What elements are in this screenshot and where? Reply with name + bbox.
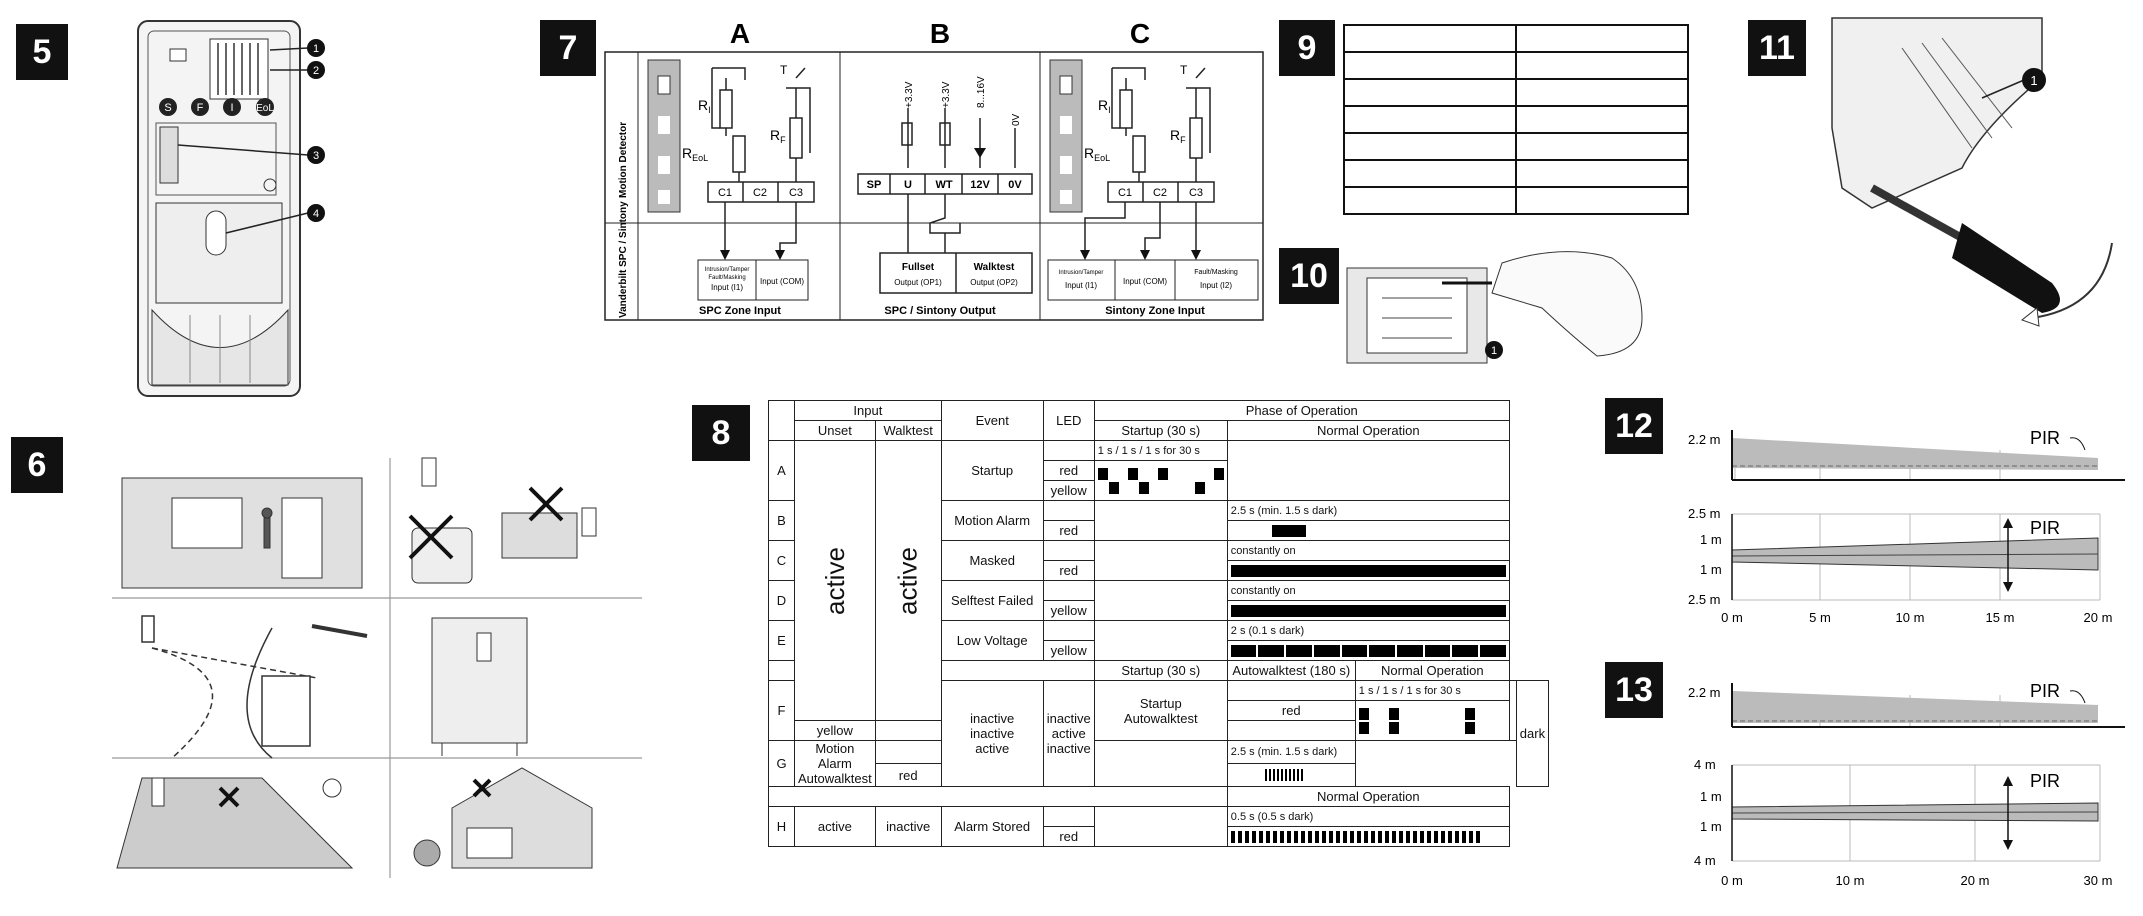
row-c-id: C [769,541,795,581]
blink-segment [1308,831,1312,843]
detector-body [1832,18,2042,208]
table-row [769,441,1549,461]
row-f-unset-1: inactive [970,711,1015,726]
blink-segment [1469,831,1473,843]
hdr-input: Input [795,401,942,421]
col-b-out2-line1: Walktest [973,262,1015,273]
col-b-term-u: U [904,179,912,191]
blink-segment [1392,831,1396,843]
blink-segment [1462,831,1466,843]
side-top-label: 2.5 m [1688,506,1721,521]
table-row [769,787,1549,807]
row-f-pattern: 1 s / 1 s / 1 s for 30 s [1355,681,1509,701]
col-a-term-c2: C2 [752,187,768,199]
detection-scene [142,616,367,758]
table-row [1344,106,1688,133]
row-a-pattern: 1 s / 1 s / 1 s for 30 s [1094,441,1227,461]
top-height-label: 2.2 m [1688,432,1721,447]
table-row [769,421,1549,441]
col-c-term-c1: C1 [1117,187,1133,199]
row-f-walk-3: inactive [1046,741,1091,756]
col-b-volt-1: +3.3V [904,81,915,108]
row-b-led: red [1043,521,1094,541]
callout-1-text: 1 [2030,73,2038,88]
top-height-label: 2.2 m [1688,685,1721,700]
hdr-walktest: Walktest [875,421,941,441]
hdr-led: LED [1043,401,1094,441]
callout-4-text: 4 [312,208,320,220]
col-c-term-c2: C2 [1152,187,1168,199]
row-b-desc: 2.5 s (min. 1.5 s dark) [1227,501,1509,521]
blink-segment [1350,831,1354,843]
blink-segment [1455,831,1459,843]
col-c-footer: Sintony Zone Input [1105,305,1205,317]
callout-2-text: 2 [312,65,320,77]
row-g-led: red [875,764,941,787]
callout-1-text: 1 [1490,345,1498,357]
row-f-event-2: Autowalktest [1123,710,1198,726]
row-e-desc: 2 s (0.1 s dark) [1227,621,1509,641]
figure-12-label: 12 [1605,398,1663,454]
col-b-out1-line2: Output (OP1) [894,278,942,287]
blink-segment [1322,831,1326,843]
row-motion-label: Motion Detector [618,121,629,198]
figure-10-label: 10 [1279,248,1339,304]
col-b-header: B [929,18,951,49]
row-f-blink-yellow [1359,721,1506,735]
wall-scene [432,618,527,756]
x-tick-0: 0 m [1721,873,1743,888]
figure-7-label: 7 [540,20,596,76]
table-row [1344,160,1688,187]
row-a-blink-red [1098,467,1224,481]
row-c-event: Masked [941,541,1043,581]
col-c-t: T [1180,63,1188,77]
side-bottom-label: 4 m [1694,853,1716,868]
row-f-event-1: Startup [1139,695,1182,711]
col-a-circuit [648,60,814,317]
col-b-term-sp: SP [866,179,882,191]
col-b-out1-line1: Fullset [901,262,935,273]
row-e-id: E [769,621,795,661]
row-h-id: H [769,807,795,847]
x-tick-1: 5 m [1809,610,1831,625]
row-e-bar [1231,644,1506,658]
blink-segment [1406,831,1410,843]
row-a-id: A [769,441,795,501]
row-d-bar [1231,605,1506,617]
col-a-footer: SPC Zone Input [699,305,781,317]
terminal-eol-label: EoL [256,103,274,114]
callout-1-text: 1 [312,43,320,55]
col-c-in3-line2: Input (I2) [1199,281,1233,290]
row-a-led2: yellow [1043,481,1094,501]
col-a-reol: $R_{EoL}$ [682,145,709,163]
row-c-led: red [1043,561,1094,581]
blink-segment [1371,831,1375,843]
side-pir-label: PIR [2030,771,2061,791]
row-panel-label: Vanderbilt SPC / Sintony [618,201,629,318]
top-pir-label: PIR [2030,681,2061,701]
terminal-i-label: I [230,102,234,114]
blink-segment [1427,831,1431,843]
blink-segment [1301,831,1305,843]
col-a-r1: $R_I$ [698,97,711,115]
hdr-normal: Normal Operation [1227,421,1509,441]
terminal-f-label: F [196,102,204,114]
figure-6-installation-grid [112,458,642,878]
row-c-desc: constantly on [1227,541,1509,561]
side-up-label: 1 m [1700,532,1722,547]
col-a-in2: Input (COM) [759,277,805,286]
figure-5-detector-diagram [130,15,350,405]
blink-segment [1266,831,1270,843]
x-tick-1: 10 m [1835,873,1865,888]
col-b-footer: SPC / Sintony Output [884,305,996,317]
x-tick-3: 15 m [1985,610,2015,625]
unset-active: active [795,441,876,721]
col-a-in1-line1: Intrusion/Tamper [704,267,750,273]
hdr2-normal: Normal Operation [1355,661,1509,681]
hdr2-autowalk: Autowalktest (180 s) [1227,661,1355,681]
blink-segment [1238,831,1242,843]
row-h-led: red [1043,827,1094,847]
blink-segment [1434,831,1438,843]
figure-8-label: 8 [692,405,750,461]
figure-8-led-table [768,400,1549,847]
row-f-led1: red [1227,701,1355,721]
col-a-in1-line2: Fault/Masking [708,275,746,281]
table-row [769,741,1549,764]
row-c-bar [1231,565,1506,577]
terminal-s-label: S [164,102,172,114]
blink-segment [1280,831,1284,843]
figure-13-coverage-diagram [1660,665,2130,910]
col-b-circuit [858,76,1032,317]
col-c-in1-line2: Input (I1) [1064,281,1098,290]
hdr-unset: Unset [795,421,876,441]
row-f-led2: yellow [795,721,876,741]
row-b-event: Motion Alarm [941,501,1043,541]
side-down-label: 1 m [1700,819,1722,834]
row-f-id: F [769,681,795,741]
blink-segment [1364,831,1368,843]
callout-3-text: 3 [312,150,320,162]
row-e-led: yellow [1043,641,1094,661]
table-row [1344,133,1688,160]
row-f-walk-1: inactive [1046,711,1091,726]
hdr-phase: Phase of Operation [1094,401,1509,421]
side-up-label: 1 m [1700,789,1722,804]
col-a-header: A [729,18,751,49]
row-f-unset-2: inactive [970,726,1015,741]
row-e-event: Low Voltage [941,621,1043,661]
col-c-circuit [1048,60,1258,317]
figure-5-label: 5 [16,24,68,80]
walktest-active: active [875,441,941,721]
blink-segment [1441,831,1445,843]
room-scene [122,478,362,588]
row-a-event: Startup [941,441,1043,501]
blink-segment [1448,831,1452,843]
col-b-term-0v: 0V [1008,179,1022,191]
col-c-in3-line1: Fault/Masking [1194,269,1238,276]
table-row [1344,79,1688,106]
figure-11-label: 11 [1748,20,1806,76]
row-f-walk-2: active [1051,726,1086,741]
blink-segment [1294,831,1298,843]
dark-label: dark [1516,681,1548,787]
figure-13-label: 13 [1605,662,1663,718]
col-c-term-c3: C3 [1188,187,1204,199]
row-h-walk: inactive [875,807,941,847]
col-b-volt-4: 0V [1011,113,1022,126]
col-a-term-c1: C1 [717,187,733,199]
col-a-t: T [780,63,788,77]
blink-segment [1385,831,1389,843]
x-tick-3: 30 m [2083,873,2113,888]
row-g-event-2: Autowalktest [798,771,872,786]
blink-segment [1343,831,1347,843]
blink-segment [1287,831,1291,843]
hand-shape [1492,252,1642,356]
table-row [1344,25,1688,52]
row-b-id: B [769,501,795,541]
col-b-term-wt: WT [935,179,953,191]
col-c-rf: $R_F$ [1170,127,1186,145]
col-a-rf: $R_F$ [770,127,786,145]
row-a-blink-yellow [1098,481,1224,495]
blink-segment [1420,831,1424,843]
col-c-reol: $R_{EoL}$ [1084,145,1111,163]
side-top-label: 4 m [1694,757,1716,772]
x-tick-0: 0 m [1721,610,1743,625]
figure-9-label: 9 [1279,20,1335,76]
row-h-blink [1231,830,1506,844]
blink-segment [1231,831,1235,843]
hdr3-normal: Normal Operation [1227,787,1509,807]
house-scene [414,768,592,868]
row-h-desc: 0.5 s (0.5 s dark) [1227,807,1509,827]
blink-segment [1378,831,1382,843]
col-b-out2-line2: Output (OP2) [970,278,1018,287]
col-a-term-c3: C3 [788,187,804,199]
blink-segment [1315,831,1319,843]
row-d-event: Selftest Failed [941,581,1043,621]
blink-segment [1399,831,1403,843]
row-b-bar [1272,525,1306,537]
blink-segment [1252,831,1256,843]
col-c-header: C [1129,18,1151,49]
hdr-startup: Startup (30 s) [1094,421,1227,441]
row-d-id: D [769,581,795,621]
top-pir-label: PIR [2030,428,2061,448]
row-d-desc: constantly on [1227,581,1509,601]
col-b-volt-2: +3.3V [941,81,952,108]
hdr2-startup: Startup (30 s) [1094,661,1227,681]
col-c-in2: Input (COM) [1122,277,1168,286]
figure-10-insertion-illustration [1342,238,1662,368]
row-g-id: G [769,741,795,787]
blink-segment [1357,831,1361,843]
blink-segment [1245,831,1249,843]
row-a-led1: red [1043,461,1094,481]
figure-7-wiring-diagram [600,8,1270,328]
table-row [1344,187,1688,214]
table-row [769,807,1549,827]
row-h-unset: active [795,807,876,847]
x-tick-4: 20 m [2083,610,2113,625]
col-c-in1-line1: Intrusion/Tamper [1058,270,1104,276]
row-d-led: yellow [1043,601,1094,621]
row-g-event-1: Motion Alarm [815,741,855,771]
dip-switch [160,127,178,183]
figure-11-screwdriver-illustration [1812,8,2122,330]
row-f-blink-red [1359,707,1506,721]
table-row [1344,52,1688,79]
col-b-volt-3: 8...16V [976,76,987,108]
row-h-event: Alarm Stored [941,807,1043,847]
row-g-blink [1231,768,1352,782]
screwdriver-handle [1952,223,2060,313]
row-f-unset-3: active [975,741,1010,756]
row-g-desc: 2.5 s (min. 1.5 s dark) [1227,741,1355,764]
blink-segment [1336,831,1340,843]
side-bottom-label: 2.5 m [1688,592,1721,607]
usb-connector [170,49,186,61]
blink-segment [1413,831,1417,843]
side-down-label: 1 m [1700,562,1722,577]
side-pir-label: PIR [2030,518,2061,538]
col-c-r1: $R_I$ [1098,97,1111,115]
col-b-term-12v: 12V [970,179,990,191]
blink-segment [1273,831,1277,843]
screwdriver-shaft [1872,188,1962,238]
heater-scene [412,458,596,583]
x-tick-2: 20 m [1960,873,1990,888]
blink-segment [1329,831,1333,843]
hdr-event: Event [941,401,1043,441]
figure-6-label: 6 [11,437,63,493]
figure-12-coverage-diagram [1660,400,2130,650]
blink-segment [1259,831,1263,843]
blink-segment [1476,831,1480,843]
x-tick-2: 10 m [1895,610,1925,625]
figure-9-blank-table [1343,24,1689,215]
col-a-in1-line3: Input (I1) [710,283,744,292]
table-row [769,401,1549,421]
